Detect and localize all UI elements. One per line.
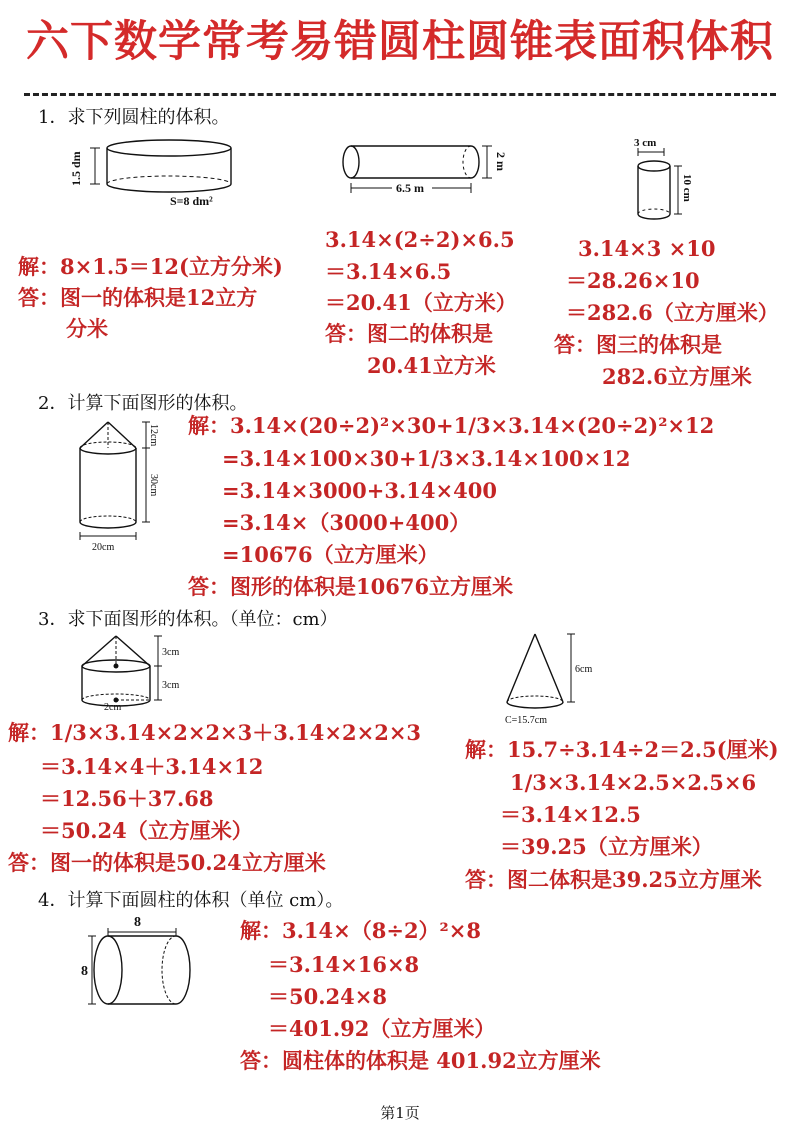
q1-sol3-line3: ＝282.6（立方厘米） bbox=[566, 300, 779, 325]
q1-figure-2 bbox=[337, 140, 517, 200]
q3-heading: 3．求下面图形的体积。（单位：cm） bbox=[38, 609, 338, 630]
q1-sol2-line3: ＝20.41（立方米） bbox=[325, 290, 517, 315]
q3-fig1-cone-h: 3cm bbox=[162, 647, 180, 658]
q4-heading: 4．计算下面圆柱的体积（单位 cm）。 bbox=[38, 890, 344, 911]
q3-sol1-line3: ＝12.56＋37.68 bbox=[40, 786, 214, 811]
q2-fig-cyl-h: 30cm bbox=[148, 474, 159, 497]
q4-sol-line1: 解：3.14×（8÷2）²×8 bbox=[240, 918, 481, 943]
q2-sol-line2: =3.14×100×30+1/3×3.14×100×12 bbox=[222, 446, 631, 471]
q1-sol1-line1: 解：8×1.5＝12(立方分米) bbox=[18, 254, 283, 279]
q2-sol-line3: =3.14×3000+3.14×400 bbox=[222, 478, 497, 503]
q4-sol-line4: ＝401.92（立方厘米） bbox=[268, 1016, 496, 1041]
q3-fig1-radius: 2cm bbox=[104, 702, 122, 713]
q2-fig-diameter: 20cm bbox=[92, 542, 115, 553]
q1-sol2-line1: 3.14×(2÷2)×6.5 bbox=[325, 227, 515, 252]
q1-fig3-height-label: 10 cm bbox=[681, 174, 693, 202]
q2-figure bbox=[62, 418, 172, 553]
q2-fig-cone-h: 12cm bbox=[148, 424, 159, 447]
q3-sol2-line4: ＝39.25（立方厘米） bbox=[500, 834, 713, 859]
q1-sol1-line3: 分米 bbox=[66, 316, 108, 341]
q1-sol2-line5: 20.41立方米 bbox=[367, 353, 496, 378]
q1-sol3-line5: 282.6立方厘米 bbox=[602, 364, 752, 389]
q2-sol-line5: =10676（立方厘米） bbox=[222, 542, 439, 567]
q4-sol-answer: 答：圆柱体的体积是 401.92立方厘米 bbox=[240, 1048, 601, 1073]
q2-sol-line1: 解：3.14×(20÷2)²×30+1/3×3.14×(20÷2)²×12 bbox=[188, 413, 715, 438]
q4-fig-length: 8 bbox=[134, 915, 141, 930]
q1-sol3-line4: 答：图三的体积是 bbox=[554, 332, 722, 357]
q4-figure bbox=[78, 914, 198, 1010]
q3-sol1-line2: ＝3.14×4＋3.14×12 bbox=[40, 754, 264, 779]
q1-sol2-line4: 答：图二的体积是 bbox=[325, 321, 493, 346]
q2-sol-answer: 答：图形的体积是10676立方厘米 bbox=[188, 574, 514, 599]
q1-sol3-line2: ＝28.26×10 bbox=[566, 268, 700, 293]
q1-fig2-length-label: 6.5 m bbox=[396, 181, 424, 195]
q3-sol1-line4: ＝50.24（立方厘米） bbox=[40, 818, 253, 843]
page-number: 第1页 bbox=[380, 1104, 420, 1122]
q1-fig3-diameter-label: 3 cm bbox=[634, 137, 657, 149]
q1-sol3-line1: 3.14×3 ×10 bbox=[578, 236, 716, 261]
q3-sol1-line1: 解：1/3×3.14×2×2×3＋3.14×2×2×3 bbox=[8, 720, 422, 745]
q4-fig-diameter: 8 bbox=[81, 964, 88, 979]
q1-figure-1 bbox=[66, 136, 246, 211]
q3-sol2-answer: 答：图二体积是39.25立方厘米 bbox=[465, 867, 762, 892]
q1-fig1-base-label: S=8 dm² bbox=[170, 194, 213, 208]
q1-fig1-height-label: 1.5 dm bbox=[69, 151, 83, 186]
q4-sol-line3: ＝50.24×8 bbox=[268, 984, 387, 1009]
q3-figure-1 bbox=[74, 630, 194, 712]
q1-sol2-line2: ＝3.14×6.5 bbox=[325, 259, 452, 284]
q3-sol2-line2: 1/3×3.14×2.5×2.5×6 bbox=[510, 770, 757, 795]
q3-fig2-height: 6cm bbox=[575, 664, 593, 675]
q3-fig2-circ: C=15.7cm bbox=[505, 715, 548, 726]
q3-fig1-cyl-h: 3cm bbox=[162, 680, 180, 691]
q2-heading: 2．计算下面图形的体积。 bbox=[38, 393, 248, 414]
q2-sol-line4: =3.14×（3000+400） bbox=[222, 510, 471, 535]
q3-sol2-line3: ＝3.14×12.5 bbox=[500, 802, 641, 827]
q3-sol1-answer: 答：图一的体积是50.24立方厘米 bbox=[8, 850, 326, 875]
q1-heading: 1．求下列圆柱的体积。 bbox=[38, 107, 230, 128]
q1-sol1-line2: 答：图一的体积是12立方 bbox=[18, 285, 258, 310]
q3-figure-2 bbox=[495, 630, 605, 726]
page-title: 六下数学常考易错圆柱圆锥表面积体积 bbox=[26, 17, 774, 67]
dashed-divider bbox=[24, 93, 776, 96]
q1-fig2-diameter-label: 2 m bbox=[494, 152, 508, 171]
q3-sol2-line1: 解：15.7÷3.14÷2＝2.5(厘米) bbox=[465, 737, 779, 762]
q1-figure-3 bbox=[624, 134, 704, 229]
q4-sol-line2: ＝3.14×16×8 bbox=[268, 952, 420, 977]
